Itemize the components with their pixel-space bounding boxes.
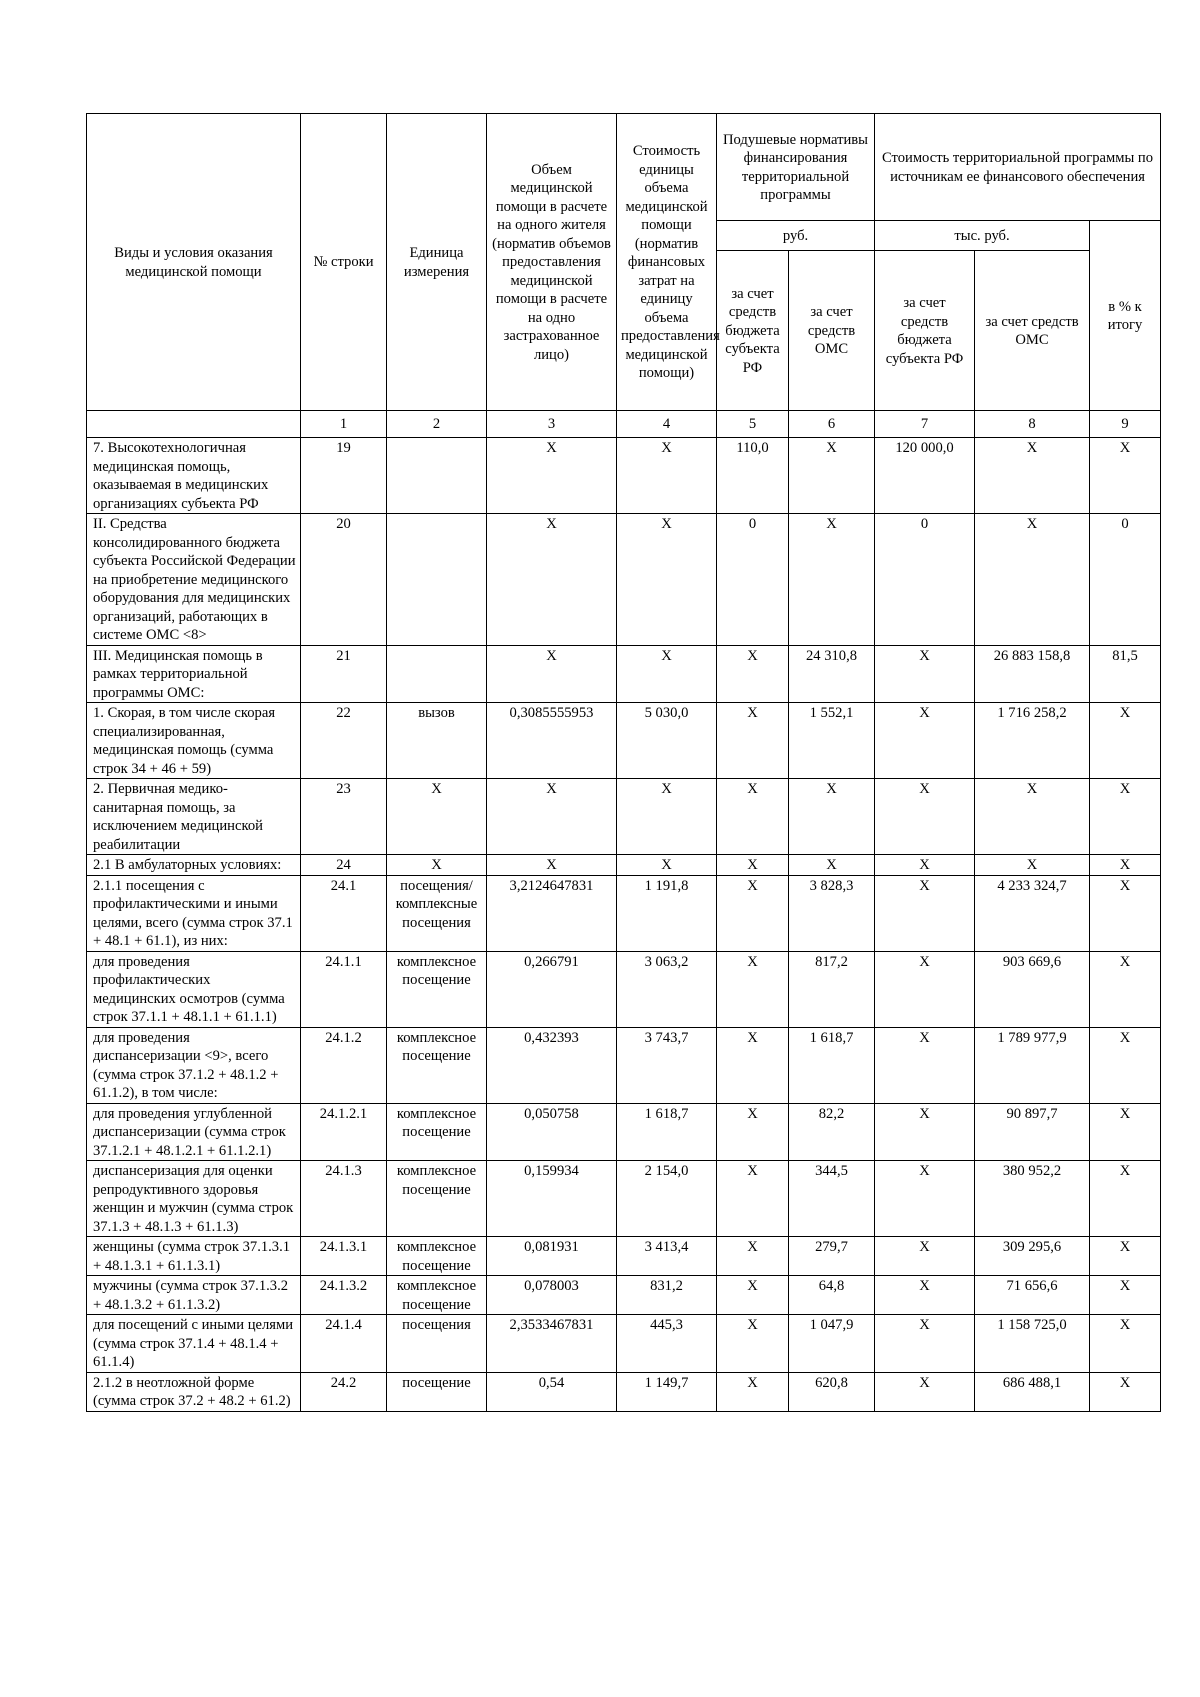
cell-percent: X [1090, 1027, 1161, 1103]
cell-total-oms: 903 669,6 [975, 951, 1090, 1027]
cell-row-number: 24.2 [301, 1372, 387, 1411]
cell-total-oms: 4 233 324,7 [975, 875, 1090, 951]
cell-volume: 0,078003 [487, 1276, 617, 1315]
table-row [87, 855, 1161, 876]
cell-total-oms: X [975, 855, 1090, 876]
cell-total-budget: X [875, 875, 975, 951]
cell-cost: 5 030,0 [617, 703, 717, 779]
cell-total-budget: X [875, 951, 975, 1027]
cell-per-capita-oms: 64,8 [789, 1276, 875, 1315]
cell-per-capita-oms: 1 618,7 [789, 1027, 875, 1103]
cell-cost: X [617, 438, 717, 514]
cell-percent: X [1090, 1372, 1161, 1411]
cell-percent: X [1090, 875, 1161, 951]
cell-total-budget: X [875, 1103, 975, 1161]
cell-volume: 0,050758 [487, 1103, 617, 1161]
column-number: 4 [617, 411, 717, 438]
column-number: 7 [875, 411, 975, 438]
cell-row-number: 20 [301, 514, 387, 646]
cell-unit: комплексное посещение [387, 1103, 487, 1161]
table-row [87, 875, 1161, 951]
table-row [87, 1372, 1161, 1411]
cell-percent: X [1090, 951, 1161, 1027]
cell-name: женщины (сумма строк 37.1.3.1 + 48.1.3.1 + 61.1.3.1) [87, 1237, 301, 1276]
header-per-capita-group: Подушевые нормативы финансирования территориальной программы [717, 114, 875, 221]
cell-per-capita-oms: 620,8 [789, 1372, 875, 1411]
cell-unit: посещение [387, 1372, 487, 1411]
cell-row-number: 22 [301, 703, 387, 779]
cell-cost: 1 149,7 [617, 1372, 717, 1411]
cell-row-number: 21 [301, 645, 387, 703]
cell-name: 2.1.1 посещения с профилактическими и иными целями, всего (сумма строк 37.1 + 48.1 + 61.1), из них: [87, 875, 301, 951]
cell-volume: 0,54 [487, 1372, 617, 1411]
column-number: 1 [301, 411, 387, 438]
cell-volume: 0,159934 [487, 1161, 617, 1237]
cell-total-oms: 26 883 158,8 [975, 645, 1090, 703]
cell-total-budget: 0 [875, 514, 975, 646]
cell-cost: 3 743,7 [617, 1027, 717, 1103]
table-row [87, 1237, 1161, 1276]
header-pc-budget: за счет средств бюджета субъекта РФ [717, 251, 789, 411]
cell-total-oms: 686 488,1 [975, 1372, 1090, 1411]
cell-unit [387, 514, 487, 646]
cell-total-oms: X [975, 779, 1090, 855]
table-row [87, 1027, 1161, 1103]
cell-per-capita-budget: X [717, 1276, 789, 1315]
cell-volume: X [487, 514, 617, 646]
program-table [86, 113, 1161, 1412]
cell-per-capita-oms: X [789, 779, 875, 855]
cell-total-oms: 1 716 258,2 [975, 703, 1090, 779]
table-row [87, 1276, 1161, 1315]
document-page [86, 113, 1160, 1412]
cell-total-oms: 380 952,2 [975, 1161, 1090, 1237]
cell-name: диспансеризация для оценки репродуктивного здоровья женщин и мужчин (сумма строк 37.1.3 + 48.1.3 + 61.1.3) [87, 1161, 301, 1237]
cell-name: 2.1 В амбулаторных условиях: [87, 855, 301, 876]
cell-volume: 2,3533467831 [487, 1315, 617, 1373]
cell-row-number: 24.1.4 [301, 1315, 387, 1373]
cell-row-number: 24.1.2.1 [301, 1103, 387, 1161]
cell-volume: X [487, 645, 617, 703]
header-kind: Виды и условия оказания медицинской помощи [87, 114, 301, 411]
column-number: 9 [1090, 411, 1161, 438]
cell-unit: комплексное посещение [387, 1027, 487, 1103]
cell-total-oms: 1 158 725,0 [975, 1315, 1090, 1373]
cell-percent: X [1090, 1161, 1161, 1237]
table-row [87, 645, 1161, 703]
cell-total-budget: X [875, 1315, 975, 1373]
cell-unit: комплексное посещение [387, 1237, 487, 1276]
column-number: 2 [387, 411, 487, 438]
cell-per-capita-budget: 0 [717, 514, 789, 646]
cell-per-capita-budget: X [717, 779, 789, 855]
cell-per-capita-oms: 24 310,8 [789, 645, 875, 703]
header-tot-oms: за счет средств ОМС [975, 251, 1090, 411]
cell-row-number: 24.1.3.1 [301, 1237, 387, 1276]
cell-per-capita-oms: 1 552,1 [789, 703, 875, 779]
cell-unit: вызов [387, 703, 487, 779]
cell-percent: X [1090, 703, 1161, 779]
header-cost: Стоимость единицы объема медицинской помощи (норматив финансовых затрат на единицу объема предоставления медицинской помощи) [617, 114, 717, 411]
cell-volume: X [487, 438, 617, 514]
cell-cost: X [617, 779, 717, 855]
cell-name: для проведения профилактических медицинских осмотров (сумма строк 37.1.1 + 48.1.1 + 61.1.1) [87, 951, 301, 1027]
cell-percent: X [1090, 438, 1161, 514]
table-row [87, 1315, 1161, 1373]
cell-total-oms: 309 295,6 [975, 1237, 1090, 1276]
cell-name: 2.1.2 в неотложной форме (сумма строк 37.2 + 48.2 + 61.2) [87, 1372, 301, 1411]
table-row [87, 951, 1161, 1027]
cell-volume: 0,3085555953 [487, 703, 617, 779]
cell-per-capita-oms: X [789, 438, 875, 514]
cell-row-number: 24.1 [301, 875, 387, 951]
header-volume: Объем медицинской помощи в расчете на одного жителя (норматив объемов предоставления медицинской помощи в расчете на одно застрахованное лицо) [487, 114, 617, 411]
cell-per-capita-oms: 279,7 [789, 1237, 875, 1276]
cell-per-capita-budget: X [717, 1161, 789, 1237]
column-number: 6 [789, 411, 875, 438]
cell-per-capita-oms: 817,2 [789, 951, 875, 1027]
cell-cost: X [617, 514, 717, 646]
cell-total-budget: X [875, 779, 975, 855]
cell-row-number: 24.1.1 [301, 951, 387, 1027]
cell-per-capita-budget: X [717, 1103, 789, 1161]
header-pc-oms: за счет средств ОМС [789, 251, 875, 411]
cell-name: 7. Высокотехнологичная медицинская помощь, оказываемая в медицинских организациях субъекта РФ [87, 438, 301, 514]
cell-total-oms: X [975, 514, 1090, 646]
column-number: 5 [717, 411, 789, 438]
cell-cost: 445,3 [617, 1315, 717, 1373]
cell-row-number: 24.1.2 [301, 1027, 387, 1103]
cell-per-capita-oms: 1 047,9 [789, 1315, 875, 1373]
cell-cost: 1 618,7 [617, 1103, 717, 1161]
cell-per-capita-budget: X [717, 875, 789, 951]
cell-unit: X [387, 855, 487, 876]
header-pct: в % к итогу [1090, 221, 1161, 411]
cell-per-capita-oms: X [789, 514, 875, 646]
table-row [87, 1161, 1161, 1237]
cell-volume: X [487, 779, 617, 855]
header-thous-rub: тыс. руб. [875, 221, 1090, 251]
cell-total-budget: X [875, 1372, 975, 1411]
cell-per-capita-oms: 82,2 [789, 1103, 875, 1161]
cell-percent: X [1090, 1315, 1161, 1373]
cell-cost: 3 063,2 [617, 951, 717, 1027]
cell-cost: X [617, 855, 717, 876]
cell-cost: 1 191,8 [617, 875, 717, 951]
cell-per-capita-budget: 110,0 [717, 438, 789, 514]
cell-cost: 831,2 [617, 1276, 717, 1315]
cell-row-number: 24 [301, 855, 387, 876]
cell-volume: 3,2124647831 [487, 875, 617, 951]
cell-per-capita-budget: X [717, 951, 789, 1027]
cell-row-number: 24.1.3.2 [301, 1276, 387, 1315]
cell-unit: посещения/ комплексные посещения [387, 875, 487, 951]
cell-volume: 0,081931 [487, 1237, 617, 1276]
cell-per-capita-oms: 3 828,3 [789, 875, 875, 951]
cell-row-number: 24.1.3 [301, 1161, 387, 1237]
cell-unit [387, 438, 487, 514]
cell-percent: X [1090, 1276, 1161, 1315]
header-total-group: Стоимость территориальной программы по источникам ее финансового обеспечения [875, 114, 1161, 221]
cell-total-budget: X [875, 855, 975, 876]
cell-name: 1. Скорая, в том числе скорая специализированная, медицинская помощь (сумма строк 34 + 46 + 59) [87, 703, 301, 779]
column-number: 3 [487, 411, 617, 438]
cell-name: мужчины (сумма строк 37.1.3.2 + 48.1.3.2 + 61.1.3.2) [87, 1276, 301, 1315]
table-body [87, 438, 1161, 1412]
cell-name: 2. Первичная медико-санитарная помощь, за исключением медицинской реабилитации [87, 779, 301, 855]
cell-total-oms: X [975, 438, 1090, 514]
cell-percent: 0 [1090, 514, 1161, 646]
cell-name: III. Медицинская помощь в рамках территориальной программы ОМС: [87, 645, 301, 703]
table-row [87, 438, 1161, 514]
cell-percent: X [1090, 855, 1161, 876]
column-number [87, 411, 301, 438]
cell-unit [387, 645, 487, 703]
cell-percent: X [1090, 1103, 1161, 1161]
header-row-number: № строки [301, 114, 387, 411]
cell-per-capita-budget: X [717, 1315, 789, 1373]
column-number-row [87, 411, 1161, 438]
cell-total-budget: X [875, 1276, 975, 1315]
header-unit: Единица измерения [387, 114, 487, 411]
cell-percent: X [1090, 1237, 1161, 1276]
cell-per-capita-oms: X [789, 855, 875, 876]
header-rub: руб. [717, 221, 875, 251]
cell-volume: 0,266791 [487, 951, 617, 1027]
cell-row-number: 19 [301, 438, 387, 514]
cell-per-capita-budget: X [717, 1237, 789, 1276]
cell-total-budget: X [875, 1161, 975, 1237]
cell-per-capita-budget: X [717, 645, 789, 703]
cell-total-oms: 71 656,6 [975, 1276, 1090, 1315]
cell-total-budget: X [875, 1027, 975, 1103]
table-row [87, 703, 1161, 779]
cell-name: для проведения диспансеризации <9>, всего (сумма строк 37.1.2 + 48.1.2 + 61.1.2), в том числе: [87, 1027, 301, 1103]
column-number: 8 [975, 411, 1090, 438]
cell-name: для проведения углубленной диспансеризации (сумма строк 37.1.2.1 + 48.1.2.1 + 61.1.2.1) [87, 1103, 301, 1161]
cell-cost: 3 413,4 [617, 1237, 717, 1276]
cell-row-number: 23 [301, 779, 387, 855]
cell-cost: X [617, 645, 717, 703]
cell-unit: комплексное посещение [387, 951, 487, 1027]
cell-total-budget: X [875, 645, 975, 703]
table-row [87, 514, 1161, 646]
cell-volume: X [487, 855, 617, 876]
cell-unit: посещения [387, 1315, 487, 1373]
cell-volume: 0,432393 [487, 1027, 617, 1103]
cell-per-capita-budget: X [717, 703, 789, 779]
cell-total-budget: X [875, 703, 975, 779]
cell-name: для посещений с иными целями (сумма строк 37.1.4 + 48.1.4 + 61.1.4) [87, 1315, 301, 1373]
cell-unit: комплексное посещение [387, 1276, 487, 1315]
cell-total-budget: 120 000,0 [875, 438, 975, 514]
cell-per-capita-budget: X [717, 1372, 789, 1411]
cell-percent: X [1090, 779, 1161, 855]
cell-percent: 81,5 [1090, 645, 1161, 703]
cell-total-oms: 90 897,7 [975, 1103, 1090, 1161]
cell-name: II. Средства консолидированного бюджета субъекта Российской Федерации на приобретение медицинского оборудования для медицинских организаций, работающих в системе ОМС <8> [87, 514, 301, 646]
table-row [87, 779, 1161, 855]
header-tot-budget: за счет средств бюджета субъекта РФ [875, 251, 975, 411]
cell-per-capita-budget: X [717, 855, 789, 876]
cell-total-oms: 1 789 977,9 [975, 1027, 1090, 1103]
table-row [87, 1103, 1161, 1161]
cell-cost: 2 154,0 [617, 1161, 717, 1237]
cell-unit: X [387, 779, 487, 855]
cell-per-capita-oms: 344,5 [789, 1161, 875, 1237]
cell-unit: комплексное посещение [387, 1161, 487, 1237]
cell-per-capita-budget: X [717, 1027, 789, 1103]
cell-total-budget: X [875, 1237, 975, 1276]
